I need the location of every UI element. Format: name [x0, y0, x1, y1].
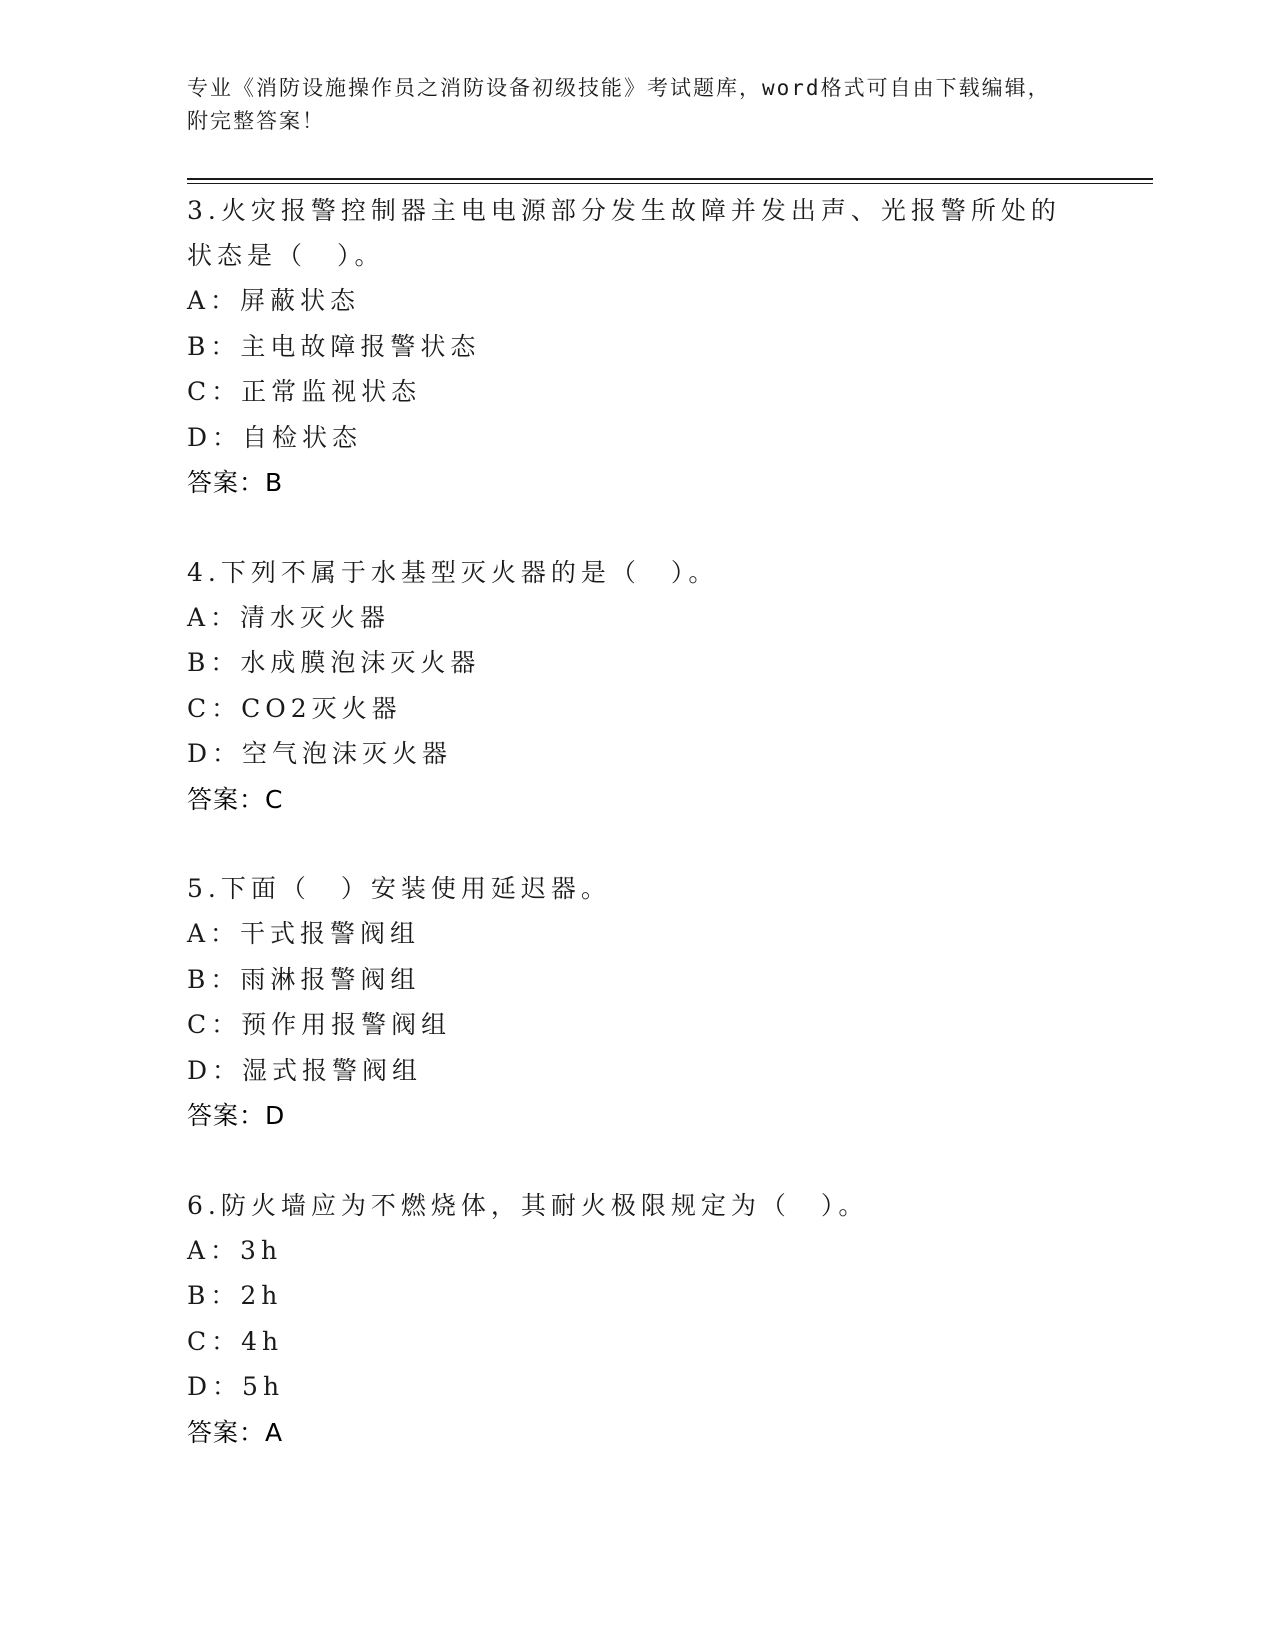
option-c: C：CO2灭火器: [187, 693, 402, 723]
option-b: B：雨淋报警阀组: [187, 964, 421, 994]
option-d: D：空气泡沫灭火器: [187, 739, 453, 768]
question-stem: 6.防火墙应为不燃烧体，其耐火极限规定为（ ）。: [187, 1190, 869, 1220]
option-a: A：干式报警阀组: [187, 919, 421, 948]
question-spacer: [187, 506, 1067, 550]
question-4: [187, 550, 1067, 823]
question-stem: 3.火灾报警控制器主电电源部分发生故障并发出声、光报警所处的状态是（ ）。: [187, 196, 1061, 270]
option-a: A：清水灭火器: [187, 602, 391, 632]
option-d: D：5h: [187, 1372, 285, 1401]
header-divider-thin: [187, 183, 1153, 184]
answer-line: 答案：C: [187, 784, 284, 814]
header-divider-thick: [187, 178, 1153, 180]
question-stem: 5.下面（ ）安装使用延迟器。: [187, 874, 611, 903]
answer-line: 答案：A: [187, 1417, 284, 1447]
document-intro: 专业《消防设施操作员之消防设备初级技能》考试题库，word格式可自由下载编辑，附完整答案！: [187, 76, 1051, 133]
question-6: [187, 1183, 1067, 1456]
question-spacer: [187, 822, 1067, 866]
option-c: C：预作用报警阀组: [187, 1010, 452, 1039]
option-c: C：4h: [187, 1326, 284, 1356]
question-3: [187, 188, 1067, 506]
option-b: B：主电故障报警状态: [187, 331, 481, 361]
option-c: C：正常监视状态: [187, 377, 422, 406]
answer-line: 答案：D: [187, 1101, 286, 1130]
question-spacer: [187, 1139, 1067, 1183]
answer-line: 答案：B: [187, 468, 284, 497]
option-a: A：屏蔽状态: [187, 286, 361, 315]
option-d: D：湿式报警阀组: [187, 1055, 423, 1085]
question-list: [187, 188, 1067, 1455]
question-stem: 4.下列不属于水基型灭火器的是（ ）。: [187, 557, 719, 587]
option-d: D：自检状态: [187, 422, 363, 452]
option-a: A：3h: [187, 1235, 283, 1265]
question-5: [187, 866, 1067, 1139]
option-b: B：2h: [187, 1281, 283, 1310]
option-b: B：水成膜泡沫灭火器: [187, 648, 481, 677]
